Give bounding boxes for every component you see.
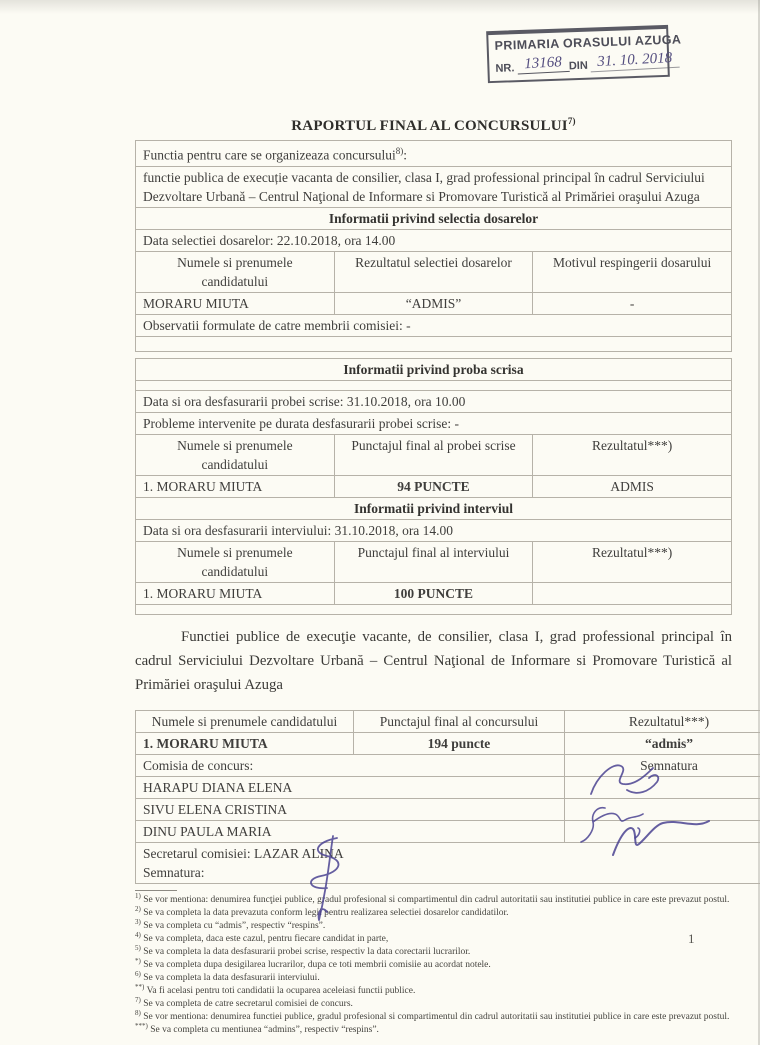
footnotes-block xyxy=(135,891,732,1037)
function-label-row xyxy=(136,141,732,167)
footnote xyxy=(135,943,732,959)
member-signature-cell xyxy=(565,776,760,798)
signature-column-label: Semnatura xyxy=(565,754,760,776)
written-problems-cell: Probleme intervenite pe durata desfasurarii probei scrise: - xyxy=(136,412,732,434)
stamp-din-label: DIN xyxy=(568,59,589,73)
selection-columns-row xyxy=(136,251,732,292)
document-title xyxy=(135,116,732,135)
stamp-number-line xyxy=(495,48,740,75)
written-problems-row xyxy=(136,412,732,434)
member-signature-cell xyxy=(565,820,760,842)
cell-written-score: 94 PUNCTE xyxy=(334,475,533,497)
interview-date-cell: Data si ora desfasurarii interviului: 31.10.2018, ora 14.00 xyxy=(136,519,732,541)
function-footnote-ref: 8) xyxy=(395,146,404,156)
col-header-result: Rezultatul selectiei dosarelor xyxy=(334,251,533,292)
secretary-name-line: Secretarul comisiei: LAZAR ALINA xyxy=(143,845,344,861)
footnote-marker: 1) xyxy=(135,891,141,900)
final-results-block xyxy=(135,710,732,884)
written-data-row xyxy=(136,475,732,497)
written-columns-row xyxy=(136,434,732,475)
member-signature-cell xyxy=(565,798,760,820)
col-header-score: Punctajul final al concursului xyxy=(354,710,565,732)
footnote-text: Se vor mentiona: denumirea functiei publice, gradul profesional si compartimentul din cadrul autoritatii sau institutiei publice in care este prevazut postul. xyxy=(143,1011,730,1022)
footnote-marker: ***) xyxy=(135,1021,148,1030)
footnote-marker: 2) xyxy=(135,904,141,913)
observations-row xyxy=(136,314,732,336)
final-results-table xyxy=(135,710,760,884)
footnote-text: Va fi acelasi pentru toti candidatii la ocuparea aceleiasi functii publice. xyxy=(146,985,416,996)
footnote xyxy=(135,1008,732,1024)
footnote xyxy=(135,930,732,946)
cell-candidate-name: MORARU MIUTA xyxy=(136,292,335,314)
cell-final-result: “admis” xyxy=(565,732,760,754)
col-header-candidate: Numele si prenumele candidatului xyxy=(136,541,335,582)
selection-data-row xyxy=(136,292,732,314)
selection-section-header: Informatii privind selectia dosarelor xyxy=(136,207,732,229)
col-header-result: Rezultatul***) xyxy=(533,434,732,475)
footnote-marker: 7) xyxy=(135,995,141,1004)
spacer-cell xyxy=(136,336,732,351)
secretary-cell xyxy=(136,842,760,883)
final-function-paragraph: Functiei publice de execuţie vacante, de consilier, clasa I, grad professional principal în cadrul Serviciului Dezvoltare Urbană – Centrul Naţional de Informare si Promovare Turistică al Primăriei oraşului Azuga xyxy=(135,628,732,693)
footnote-text: Se va completa cu “admis”, respectiv “respins”. xyxy=(143,920,326,931)
function-value-row xyxy=(136,166,732,207)
interview-section-header-row xyxy=(136,497,732,519)
registry-stamp xyxy=(486,25,682,83)
footnote-marker: 6) xyxy=(135,969,141,978)
final-columns-row xyxy=(136,710,760,732)
function-label-colon: : xyxy=(403,147,408,163)
commission-member-row xyxy=(136,798,760,820)
stamp-nr-value-handwritten: 13168 xyxy=(517,54,569,75)
secretary-signature-label: Semnatura: xyxy=(143,864,205,880)
final-data-row xyxy=(136,732,760,754)
col-header-score: Punctajul final al probei scrise xyxy=(334,434,533,475)
footnote-marker: 4) xyxy=(135,930,141,939)
footnote-separator xyxy=(135,890,177,891)
col-header-result: Rezultatul***) xyxy=(533,541,732,582)
footnote xyxy=(135,956,732,972)
commission-member-row xyxy=(136,820,760,842)
selection-section-header-row xyxy=(136,207,732,229)
scan-artifact-top xyxy=(0,0,760,14)
observations-cell: Observatii formulate de catre membrii comisiei: - xyxy=(136,314,732,336)
col-header-result: Rezultatul***) xyxy=(565,710,760,732)
selection-date-row xyxy=(136,229,732,251)
footnote-text: Se va completa dupa desigilarea lucrarilor, dupa ce toti membrii comisiie au acordat notele. xyxy=(143,959,491,970)
secretary-row xyxy=(136,842,760,883)
footnote-text: Se va completa la data desfasurarii probei scrise, respectiv la data corectarii lucrarilor. xyxy=(143,946,471,957)
selection-table xyxy=(135,140,732,352)
cell-selection-result: “ADMIS” xyxy=(334,292,533,314)
col-header-reason: Motivul respingerii dosarului xyxy=(533,251,732,292)
written-date-cell: Data si ora desfasurarii probei scrise: 31.10.2018, ora 10.00 xyxy=(136,390,732,412)
footnote xyxy=(135,969,732,985)
cell-interview-result xyxy=(533,582,732,604)
function-label-cell xyxy=(136,141,732,167)
cell-written-result: ADMIS xyxy=(533,475,732,497)
written-section-header: Informatii privind proba scrisa xyxy=(136,358,732,380)
stamp-date-handwritten: 31. 10. 2018 xyxy=(590,50,680,73)
member-name-cell: SIVU ELENA CRISTINA xyxy=(136,798,565,820)
spacer-cell xyxy=(136,604,732,614)
selection-date-cell: Data selectiei dosarelor: 22.10.2018, ora 14.00 xyxy=(136,229,732,251)
interview-data-row xyxy=(136,582,732,604)
spacer-row xyxy=(136,604,732,614)
footnote-text: Se va completa, daca este cazul, pentru fiecare candidat in parte, xyxy=(143,933,389,944)
footnote xyxy=(135,917,732,933)
document-body xyxy=(135,116,732,1037)
commission-header-row xyxy=(136,754,760,776)
member-name-cell: HARAPU DIANA ELENA xyxy=(136,776,565,798)
registry-stamp-box xyxy=(486,25,682,83)
cell-candidate-name: 1. MORARU MIUTA xyxy=(136,475,335,497)
spacer-row xyxy=(136,336,732,351)
commission-label-cell: Comisia de concurs: xyxy=(136,754,565,776)
footnote xyxy=(135,1021,732,1037)
cell-candidate-name: 1. MORARU MIUTA xyxy=(136,582,335,604)
cell-final-score: 194 puncte xyxy=(354,732,565,754)
footnote xyxy=(135,891,732,907)
written-interview-table xyxy=(135,358,732,615)
stamp-nr-label: NR. xyxy=(495,62,515,75)
commission-member-row xyxy=(136,776,760,798)
member-name-cell: DINU PAULA MARIA xyxy=(136,820,565,842)
footnote-text: Se va completa la data desfasurarii interviului. xyxy=(143,972,320,983)
footnote-marker: 5) xyxy=(135,943,141,952)
spacer-cell xyxy=(136,380,732,390)
written-date-row xyxy=(136,390,732,412)
document-title-text: RAPORTUL FINAL AL CONCURSULUI xyxy=(291,118,568,134)
stamp-institution-name: PRIMARIA ORASULUI AZUGA xyxy=(494,32,682,53)
footnote-text: Se va completa de catre secretarul comisiei de concurs. xyxy=(143,998,353,1009)
col-header-candidate: Numele si prenumele candidatului xyxy=(136,710,354,732)
footnote-marker: **) xyxy=(135,982,145,991)
footnote-marker: *) xyxy=(135,956,141,965)
footnote-text: Se va completa cu mentiunea “admins”, respectiv “respins”. xyxy=(150,1024,379,1035)
footnote xyxy=(135,995,732,1011)
footnote-marker: 8) xyxy=(135,1008,141,1017)
footnote-marker: 3) xyxy=(135,917,141,926)
col-header-candidate: Numele si prenumele candidatului xyxy=(136,434,335,475)
written-section-header-row xyxy=(136,358,732,380)
interview-section-header: Informatii privind interviul xyxy=(136,497,732,519)
function-value-cell: functie publica de execuție vacanta de consilier, clasa I, grad professional principal în cadrul Serviciului Dezvoltare Urbană – Centrul Naţional de Informare si Promovare Turistică al Primăriei oraşului Azuga xyxy=(136,166,732,207)
function-label: Functia pentru care se organizeaza concursului xyxy=(143,147,396,163)
spacer-row xyxy=(136,380,732,390)
title-footnote-ref: 7) xyxy=(567,116,576,126)
footnote-text: Se vor mentiona: denumirea funcţiei publice, gradul profesional si compartimentul din cadrul autoritatii sau institutiei publice in care este prevazut postul. xyxy=(143,894,730,905)
page-number: 1 xyxy=(688,931,695,946)
col-header-score: Punctajul final al interviului xyxy=(334,541,533,582)
cell-candidate-name: 1. MORARU MIUTA xyxy=(136,732,354,754)
interview-date-row xyxy=(136,519,732,541)
col-header-candidate: Numele si prenumele candidatului xyxy=(136,251,335,292)
footnote xyxy=(135,904,732,920)
footnote-text: Se va completa la data prevazuta conform legii pentru realizarea selectiei dosarelor candidatilor. xyxy=(143,907,509,918)
footnote xyxy=(135,982,732,998)
cell-rejection-reason: - xyxy=(533,292,732,314)
interview-columns-row xyxy=(136,541,732,582)
cell-interview-score: 100 PUNCTE xyxy=(334,582,533,604)
